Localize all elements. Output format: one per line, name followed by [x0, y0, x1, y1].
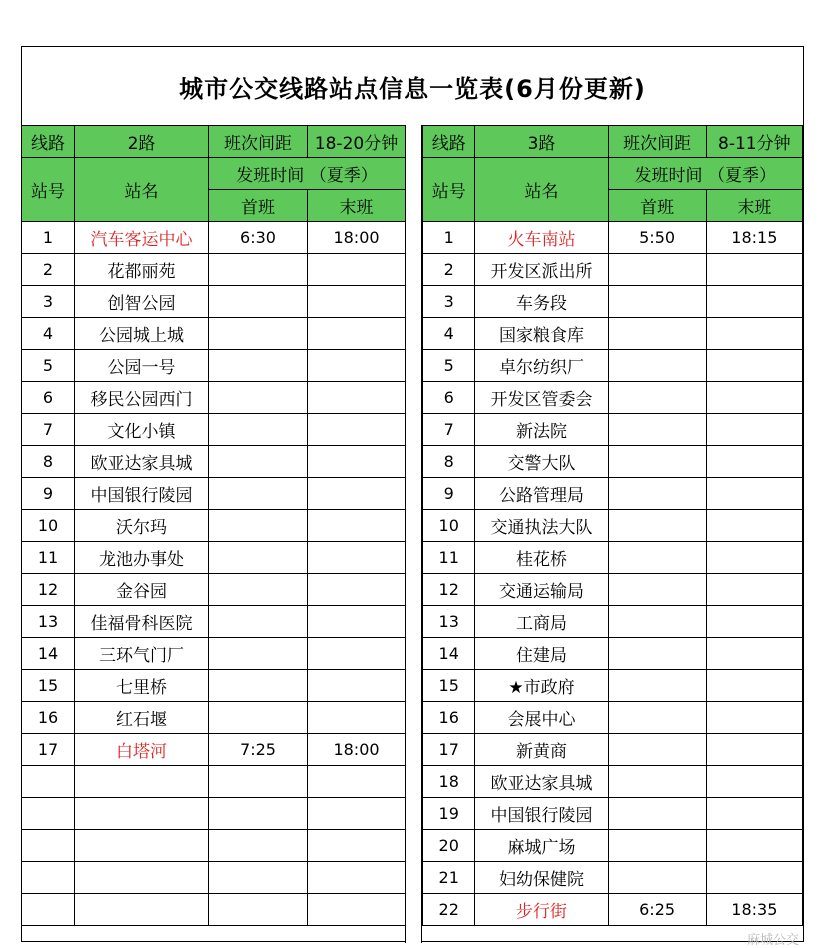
station-number: 16	[22, 702, 75, 734]
station-name: 交警大队	[475, 446, 608, 478]
station-number: 9	[423, 478, 475, 510]
station-number	[22, 830, 75, 862]
route-2-table	[21, 125, 406, 926]
last-bus-time	[706, 670, 802, 702]
table-row	[423, 446, 803, 478]
table-row	[423, 414, 803, 446]
station-name: 中国银行陵园	[475, 798, 608, 830]
table-row	[22, 894, 406, 926]
route-3-table	[422, 125, 803, 926]
last-bus-time	[308, 606, 406, 638]
first-bus-time	[608, 286, 706, 318]
table-row	[22, 798, 406, 830]
station-number: 2	[22, 254, 75, 286]
first-bus-time	[608, 702, 706, 734]
table-row	[423, 894, 803, 926]
table-row	[22, 382, 406, 414]
first-bus-time	[608, 318, 706, 350]
first-bus-time	[209, 766, 308, 798]
first-bus-time	[209, 542, 308, 574]
route-name: 2路	[75, 126, 209, 158]
station-name: 会展中心	[475, 702, 608, 734]
station-name: 创智公园	[75, 286, 209, 318]
interval-value: 8-11分钟	[706, 126, 802, 158]
station-number: 21	[423, 862, 475, 894]
station-name: ★市政府	[475, 670, 608, 702]
first-bus-time	[209, 862, 308, 894]
last-bus-time	[706, 830, 802, 862]
station-name: 公路管理局	[475, 478, 608, 510]
station-number: 17	[423, 734, 475, 766]
table-row	[423, 734, 803, 766]
station-name	[75, 830, 209, 862]
last-bus-time	[308, 702, 406, 734]
column-divider	[405, 125, 422, 943]
last-bus-time: 18:00	[308, 222, 406, 254]
first-bus-time	[608, 414, 706, 446]
table-row	[423, 766, 803, 798]
station-no-header: 站号	[22, 158, 75, 222]
table-row	[22, 222, 406, 254]
first-bus-time	[209, 446, 308, 478]
table-row	[423, 382, 803, 414]
last-bus-time	[706, 382, 802, 414]
station-name: 开发区管委会	[475, 382, 608, 414]
first-bus-time	[209, 894, 308, 926]
table-row	[423, 798, 803, 830]
station-number: 12	[22, 574, 75, 606]
station-name	[75, 894, 209, 926]
first-bus-time: 5:50	[608, 222, 706, 254]
table-row	[423, 318, 803, 350]
last-bus-time	[308, 894, 406, 926]
station-name: 开发区派出所	[475, 254, 608, 286]
station-number: 17	[22, 734, 75, 766]
station-number: 15	[22, 670, 75, 702]
station-number: 10	[423, 510, 475, 542]
last-bus-time	[308, 542, 406, 574]
table-row	[423, 606, 803, 638]
station-number: 7	[22, 414, 75, 446]
last-bus-time	[308, 574, 406, 606]
last-bus-time	[308, 446, 406, 478]
station-name: 中国银行陵园	[75, 478, 209, 510]
station-name: 妇幼保健院	[475, 862, 608, 894]
first-bus-time	[209, 382, 308, 414]
first-bus-time	[608, 606, 706, 638]
last-bus-time	[706, 318, 802, 350]
first-bus-time	[608, 766, 706, 798]
last-bus-time: 18:15	[706, 222, 802, 254]
last-bus-time	[308, 638, 406, 670]
last-bus-time	[308, 414, 406, 446]
station-number: 3	[22, 286, 75, 318]
station-name: 卓尔纺织厂	[475, 350, 608, 382]
last-bus-time	[308, 350, 406, 382]
first-bus-time	[209, 350, 308, 382]
table-row	[423, 862, 803, 894]
table-row	[22, 478, 406, 510]
last-bus-time	[706, 798, 802, 830]
last-bus-time	[706, 766, 802, 798]
first-bus-time	[209, 286, 308, 318]
station-name: 移民公园西门	[75, 382, 209, 414]
station-number: 2	[423, 254, 475, 286]
first-bus-time: 6:30	[209, 222, 308, 254]
station-number: 6	[22, 382, 75, 414]
first-bus-time	[209, 670, 308, 702]
station-number	[22, 766, 75, 798]
first-bus-time	[608, 542, 706, 574]
station-name: 新黄商	[475, 734, 608, 766]
station-name: 火车南站	[475, 222, 608, 254]
last-bus-time	[706, 414, 802, 446]
station-name: 金谷园	[75, 574, 209, 606]
station-name: 国家粮食库	[475, 318, 608, 350]
last-bus-time	[308, 318, 406, 350]
first-bus-time	[608, 350, 706, 382]
last-bus-time	[308, 862, 406, 894]
station-number: 4	[423, 318, 475, 350]
last-bus-time	[308, 830, 406, 862]
first-bus-time	[608, 382, 706, 414]
station-number: 5	[22, 350, 75, 382]
table-row	[22, 766, 406, 798]
last-bus-time	[706, 542, 802, 574]
table-row	[423, 350, 803, 382]
table-row	[22, 542, 406, 574]
last-bus-time	[308, 798, 406, 830]
first-bus-time	[608, 254, 706, 286]
station-number: 13	[22, 606, 75, 638]
timetable-sheet	[21, 46, 804, 942]
station-name: 白塔河	[75, 734, 209, 766]
table-row	[22, 286, 406, 318]
last-bus-time	[308, 286, 406, 318]
last-bus-time	[706, 510, 802, 542]
table-row	[22, 574, 406, 606]
last-bus-time	[706, 350, 802, 382]
table-row	[22, 670, 406, 702]
station-number: 14	[423, 638, 475, 670]
first-bus-time	[209, 798, 308, 830]
table-row	[423, 702, 803, 734]
station-name: 欧亚达家具城	[475, 766, 608, 798]
table-row	[22, 446, 406, 478]
interval-value: 18-20分钟	[308, 126, 406, 158]
station-name: 汽车客运中心	[75, 222, 209, 254]
table-row	[22, 318, 406, 350]
first-bus-time	[608, 638, 706, 670]
station-number: 8	[423, 446, 475, 478]
station-name: 交通执法大队	[475, 510, 608, 542]
station-number	[22, 798, 75, 830]
station-name-header: 站名	[475, 158, 608, 222]
table-row	[22, 606, 406, 638]
first-bus-time	[608, 862, 706, 894]
table-row	[423, 286, 803, 318]
station-number	[22, 862, 75, 894]
watermark: 麻城公交	[746, 933, 799, 948]
table-row	[22, 254, 406, 286]
station-number: 15	[423, 670, 475, 702]
station-name: 龙池办事处	[75, 542, 209, 574]
first-bus-time	[608, 574, 706, 606]
station-name: 桂花桥	[475, 542, 608, 574]
interval-label: 班次间距	[608, 126, 706, 158]
table-row	[423, 574, 803, 606]
route-name: 3路	[475, 126, 608, 158]
last-bus-time	[706, 254, 802, 286]
last-bus-time	[308, 670, 406, 702]
first-bus-time	[209, 318, 308, 350]
table-row	[423, 478, 803, 510]
station-number: 11	[22, 542, 75, 574]
line-label: 线路	[423, 126, 475, 158]
table-row	[423, 254, 803, 286]
last-bus-time	[308, 478, 406, 510]
last-bus-time	[706, 606, 802, 638]
station-number: 13	[423, 606, 475, 638]
first-bus-time	[209, 254, 308, 286]
first-bus-time	[209, 414, 308, 446]
last-bus-time	[706, 574, 802, 606]
table-row	[423, 510, 803, 542]
first-bus-time	[608, 510, 706, 542]
table-row	[423, 222, 803, 254]
interval-label: 班次间距	[209, 126, 308, 158]
table-row	[423, 638, 803, 670]
station-name	[75, 766, 209, 798]
table-row	[423, 542, 803, 574]
last-bus-time	[308, 510, 406, 542]
station-number: 7	[423, 414, 475, 446]
station-number: 3	[423, 286, 475, 318]
station-number: 14	[22, 638, 75, 670]
last-bus-header: 末班	[706, 190, 802, 222]
first-bus-time	[608, 830, 706, 862]
table-row	[22, 638, 406, 670]
station-number: 22	[423, 894, 475, 926]
last-bus-time	[308, 254, 406, 286]
first-bus-time	[209, 702, 308, 734]
station-number	[22, 894, 75, 926]
first-bus-time	[209, 478, 308, 510]
schedule-header: 发班时间 （夏季）	[209, 158, 406, 190]
station-name: 三环气门厂	[75, 638, 209, 670]
first-bus-time	[209, 638, 308, 670]
first-bus-time	[209, 830, 308, 862]
last-bus-time	[706, 702, 802, 734]
first-bus-time	[209, 510, 308, 542]
station-name: 花都丽苑	[75, 254, 209, 286]
first-bus-time	[608, 478, 706, 510]
station-number: 11	[423, 542, 475, 574]
last-bus-time: 18:00	[308, 734, 406, 766]
station-name: 佳福骨科医院	[75, 606, 209, 638]
station-number: 1	[423, 222, 475, 254]
last-bus-time	[706, 734, 802, 766]
last-bus-time	[706, 638, 802, 670]
station-name: 步行街	[475, 894, 608, 926]
station-name: 文化小镇	[75, 414, 209, 446]
station-name: 七里桥	[75, 670, 209, 702]
station-name: 红石堰	[75, 702, 209, 734]
station-number: 8	[22, 446, 75, 478]
station-number: 5	[423, 350, 475, 382]
station-name-header: 站名	[75, 158, 209, 222]
first-bus-header: 首班	[608, 190, 706, 222]
station-number: 19	[423, 798, 475, 830]
first-bus-time	[209, 574, 308, 606]
station-number: 12	[423, 574, 475, 606]
station-number: 4	[22, 318, 75, 350]
station-name: 公园城上城	[75, 318, 209, 350]
line-label: 线路	[22, 126, 75, 158]
last-bus-time	[706, 478, 802, 510]
station-number: 20	[423, 830, 475, 862]
table-row	[22, 862, 406, 894]
table-row	[22, 702, 406, 734]
table-row	[22, 830, 406, 862]
first-bus-time	[608, 670, 706, 702]
first-bus-time: 6:25	[608, 894, 706, 926]
station-number: 16	[423, 702, 475, 734]
last-bus-header: 末班	[308, 190, 406, 222]
station-name: 欧亚达家具城	[75, 446, 209, 478]
station-name: 住建局	[475, 638, 608, 670]
station-number: 1	[22, 222, 75, 254]
table-row	[22, 350, 406, 382]
station-number: 6	[423, 382, 475, 414]
station-name: 沃尔玛	[75, 510, 209, 542]
last-bus-time: 18:35	[706, 894, 802, 926]
last-bus-time	[706, 446, 802, 478]
first-bus-time	[608, 798, 706, 830]
last-bus-time	[308, 766, 406, 798]
table-row	[22, 734, 406, 766]
station-name	[75, 862, 209, 894]
station-name: 新法院	[475, 414, 608, 446]
last-bus-time	[308, 382, 406, 414]
table-row	[22, 510, 406, 542]
first-bus-header: 首班	[209, 190, 308, 222]
table-row	[423, 670, 803, 702]
first-bus-time	[209, 606, 308, 638]
station-number: 10	[22, 510, 75, 542]
first-bus-time	[608, 446, 706, 478]
table-row	[22, 414, 406, 446]
station-name: 交通运输局	[475, 574, 608, 606]
station-name: 公园一号	[75, 350, 209, 382]
schedule-header: 发班时间 （夏季）	[608, 158, 802, 190]
station-name: 麻城广场	[475, 830, 608, 862]
station-name: 车务段	[475, 286, 608, 318]
last-bus-time	[706, 286, 802, 318]
station-name: 工商局	[475, 606, 608, 638]
station-name	[75, 798, 209, 830]
page-title: 城市公交线路站点信息一览表(6月份更新)	[179, 74, 646, 103]
station-number: 18	[423, 766, 475, 798]
station-no-header: 站号	[423, 158, 475, 222]
last-bus-time	[706, 862, 802, 894]
station-number: 9	[22, 478, 75, 510]
first-bus-time: 7:25	[209, 734, 308, 766]
table-row	[423, 830, 803, 862]
first-bus-time	[608, 734, 706, 766]
